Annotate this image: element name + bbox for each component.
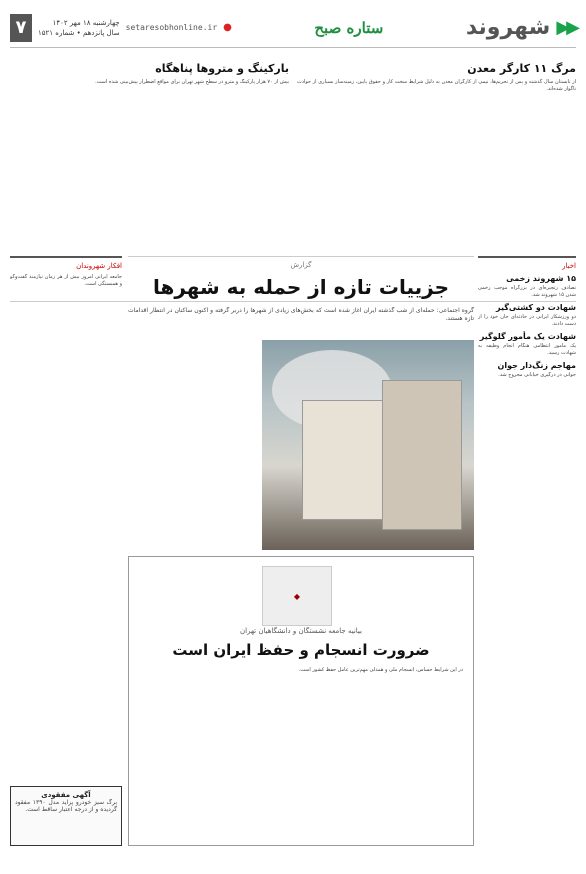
box-kicker: بیانیه جامعه نشستگان و دانشگاهیان تهران: [240, 627, 362, 635]
story-body: از تابستان سال گذشته و پس از تحریم‌ها، نیمی از کارگران معدن به دلیل شرایط سخت کار و حقوق پایین، زمینه‌ساز بسیاری از حوادث ناگوار شده‌اند.: [297, 79, 576, 92]
story-body: بیش از ۷۰ هزار پارکینگ و مترو در سطح شهر تهران برای مواقع اضطرار پیش‌بینی شده است.: [95, 79, 289, 85]
kicker: گزارش: [128, 256, 474, 269]
notice-body: برگ سبز خودرو پراید مدل ۱۳۹۰ مفقود گردیده و از درجه اعتبار ساقط است.: [15, 799, 117, 813]
opinion-column: [10, 256, 122, 846]
brief-body: تصادف زنجیره‌ای در بزرگراه موجب زخمی شدن ۱۵ شهروند شد.: [478, 285, 576, 298]
column-body: جامعه ایرانی امروز بیش از هر زمان نیازمند گفت‌وگو و همبستگی است.: [10, 274, 122, 287]
news-sidebar: [478, 256, 576, 846]
page-header: [10, 8, 576, 48]
iran-map-icon: ◆: [262, 566, 332, 626]
sidebar-label: اخبار: [562, 262, 576, 270]
notice-title: آگهی مفقودی: [41, 791, 91, 799]
main-headline: جزییات تازه از حمله به شهرها: [152, 275, 450, 299]
lead: گروه اجتماعی: حمله‌ای از شب گذشته ایران آغاز شده است که بخش‌های زیادی از شهرها را دربر گرفته و اکنون ساکنان در انتظار اقدامات تازه هستند.: [128, 307, 474, 322]
brief-title: ۱۵ شهروند زخمی: [506, 274, 576, 283]
lost-notice: [10, 786, 122, 846]
dot-icon: ●: [223, 21, 232, 33]
brief-title: مهاجم زنگ‌دار جوان: [497, 361, 576, 370]
issue-number: سال پانزدهم • شماره ۱۵۲۱: [38, 28, 120, 37]
brief-title: شهادت یک مأمور گلوگیر: [479, 332, 576, 341]
headline: مرگ ۱۱ کارگر معدن: [467, 62, 576, 75]
website[interactable]: setaresobhonline.ir: [125, 22, 218, 32]
brief-body: یک مأمور انتظامی هنگام انجام وظیفه به شهادت رسید.: [478, 343, 576, 356]
box-body: در این شرایط حساس، انسجام ملی و همدلی مهم‌ترین عامل حفظ کشور است.: [298, 667, 463, 673]
issue-date: چهارشنبه ۱۸ مهر ۱۴۰۲: [52, 18, 120, 27]
logo: ستاره صبح: [314, 18, 384, 37]
brief-body: جوانی در درگیری خیابانی مجروح شد.: [498, 372, 576, 378]
brief-title: شهادت دو کشتی‌گیر: [496, 303, 576, 312]
news-photo: [262, 340, 474, 550]
section-title: شهروند: [465, 15, 551, 40]
brief-body: دو ورزشکار ایرانی در حادثه‌ای جان خود را از دست دادند.: [478, 314, 576, 327]
page-number: ۷: [10, 14, 32, 42]
column-label: افکار شهروندان: [76, 262, 122, 270]
headline: بارکینگ و متروها پناهگاه: [155, 62, 289, 75]
box-title: ضرورت انسجام و حفظ ایران است: [172, 641, 430, 659]
chevron-icon: ▶▶: [556, 17, 576, 38]
